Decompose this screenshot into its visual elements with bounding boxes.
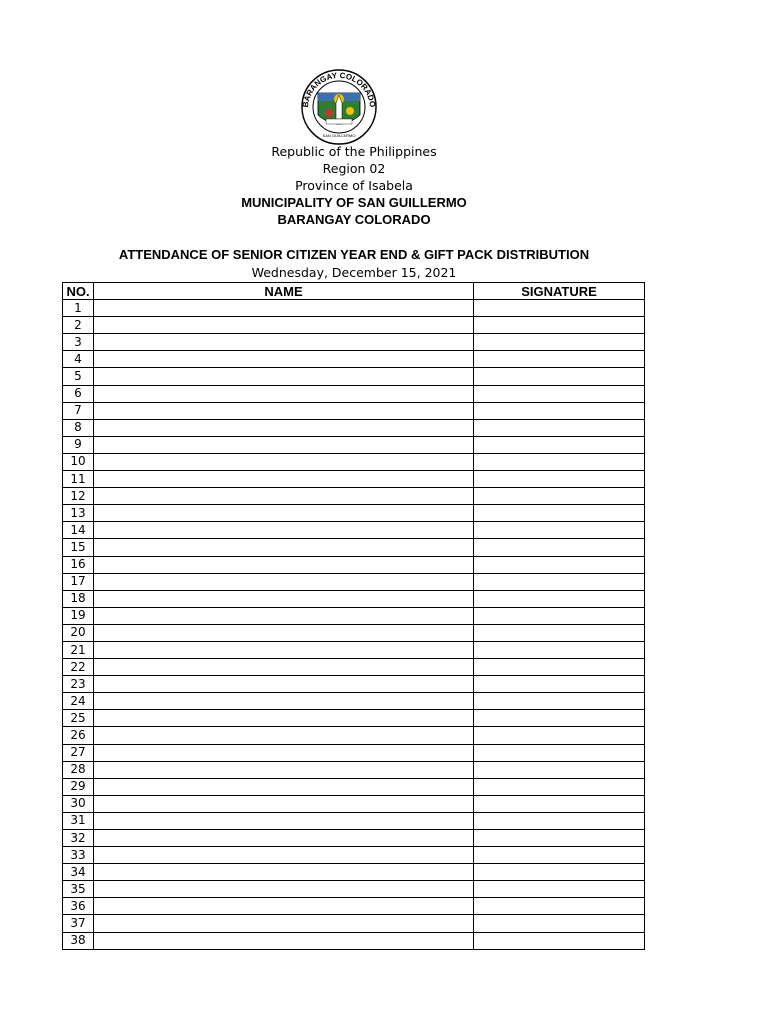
name-cell[interactable] — [94, 556, 474, 573]
name-cell[interactable] — [94, 898, 474, 915]
table-row — [63, 641, 645, 658]
row-number: 2 — [63, 317, 94, 334]
table-row — [63, 539, 645, 556]
row-number: 22 — [63, 659, 94, 676]
signature-cell[interactable] — [474, 710, 645, 727]
name-cell[interactable] — [94, 419, 474, 436]
table-row — [63, 607, 645, 624]
signature-cell[interactable] — [474, 505, 645, 522]
row-number: 24 — [63, 693, 94, 710]
table-row — [63, 505, 645, 522]
signature-cell[interactable] — [474, 727, 645, 744]
row-number: 32 — [63, 830, 94, 847]
table-row — [63, 898, 645, 915]
barangay-seal-logo — [296, 69, 382, 145]
name-cell[interactable] — [94, 847, 474, 864]
name-cell[interactable] — [94, 453, 474, 470]
table-row — [63, 727, 645, 744]
name-cell[interactable] — [94, 727, 474, 744]
signature-cell[interactable] — [474, 659, 645, 676]
row-number: 27 — [63, 744, 94, 761]
signature-cell[interactable] — [474, 368, 645, 385]
table-row — [63, 693, 645, 710]
row-number: 19 — [63, 607, 94, 624]
name-cell[interactable] — [94, 693, 474, 710]
name-cell[interactable] — [94, 915, 474, 932]
name-cell[interactable] — [94, 471, 474, 488]
row-number: 29 — [63, 778, 94, 795]
row-number: 7 — [63, 402, 94, 419]
row-number: 37 — [63, 915, 94, 932]
table-row — [63, 573, 645, 590]
table-row — [63, 710, 645, 727]
name-cell[interactable] — [94, 590, 474, 607]
row-number: 20 — [63, 624, 94, 641]
table-row — [63, 436, 645, 453]
name-cell[interactable] — [94, 334, 474, 351]
signature-cell[interactable] — [474, 761, 645, 778]
signature-cell[interactable] — [474, 453, 645, 470]
signature-cell[interactable] — [474, 317, 645, 334]
signature-cell[interactable] — [474, 778, 645, 795]
row-number: 16 — [63, 556, 94, 573]
signature-cell[interactable] — [474, 334, 645, 351]
table-row — [63, 453, 645, 470]
name-cell[interactable] — [94, 881, 474, 898]
name-cell[interactable] — [94, 539, 474, 556]
table-row — [63, 812, 645, 829]
attendance-table — [62, 282, 645, 950]
row-number: 1 — [63, 300, 94, 317]
seal-bottom-text: SAN GUILLERMO — [322, 133, 356, 138]
row-number: 3 — [63, 334, 94, 351]
name-cell[interactable] — [94, 522, 474, 539]
signature-cell[interactable] — [474, 522, 645, 539]
signature-cell[interactable] — [474, 812, 645, 829]
row-number: 30 — [63, 795, 94, 812]
signature-cell[interactable] — [474, 881, 645, 898]
table-row — [63, 385, 645, 402]
signature-cell[interactable] — [474, 590, 645, 607]
name-cell[interactable] — [94, 488, 474, 505]
table-row — [63, 881, 645, 898]
name-cell[interactable] — [94, 676, 474, 693]
name-cell[interactable] — [94, 607, 474, 624]
name-cell[interactable] — [94, 778, 474, 795]
signature-cell[interactable] — [474, 402, 645, 419]
table-header-row — [63, 283, 645, 300]
table-row — [63, 317, 645, 334]
name-cell[interactable] — [94, 624, 474, 641]
row-number: 31 — [63, 812, 94, 829]
signature-cell[interactable] — [474, 864, 645, 881]
name-cell[interactable] — [94, 830, 474, 847]
row-number: 11 — [63, 471, 94, 488]
row-number: 38 — [63, 932, 94, 949]
name-cell[interactable] — [94, 317, 474, 334]
table-row — [63, 334, 645, 351]
row-number: 15 — [63, 539, 94, 556]
table-row — [63, 659, 645, 676]
signature-cell[interactable] — [474, 641, 645, 658]
row-number: 23 — [63, 676, 94, 693]
signature-cell[interactable] — [474, 436, 645, 453]
name-cell[interactable] — [94, 402, 474, 419]
name-cell[interactable] — [94, 573, 474, 590]
column-header-no: NO. — [63, 283, 94, 300]
row-number: 28 — [63, 761, 94, 778]
municipality-heading: MUNICIPALITY OF SAN GUILLERMO — [241, 195, 467, 210]
signature-cell[interactable] — [474, 488, 645, 505]
table-row — [63, 915, 645, 932]
seal-top-text: BARANGAY COLORADO — [300, 70, 378, 108]
table-row — [63, 847, 645, 864]
column-header-signature: SIGNATURE — [474, 283, 645, 300]
row-number: 9 — [63, 436, 94, 453]
region-line: Region 02 — [322, 161, 386, 176]
row-number: 25 — [63, 710, 94, 727]
table-row — [63, 488, 645, 505]
row-number: 6 — [63, 385, 94, 402]
signature-cell[interactable] — [474, 847, 645, 864]
signature-cell[interactable] — [474, 556, 645, 573]
signature-cell[interactable] — [474, 385, 645, 402]
row-number: 8 — [63, 419, 94, 436]
table-row — [63, 624, 645, 641]
signature-cell[interactable] — [474, 795, 645, 812]
name-cell[interactable] — [94, 710, 474, 727]
row-number: 21 — [63, 641, 94, 658]
table-row — [63, 676, 645, 693]
row-number: 10 — [63, 453, 94, 470]
table-row — [63, 402, 645, 419]
barangay-heading: BARANGAY COLORADO — [277, 212, 431, 227]
row-number: 17 — [63, 573, 94, 590]
row-number: 4 — [63, 351, 94, 368]
table-row — [63, 368, 645, 385]
name-cell[interactable] — [94, 300, 474, 317]
table-row — [63, 864, 645, 881]
signature-cell[interactable] — [474, 915, 645, 932]
signature-cell[interactable] — [474, 607, 645, 624]
table-row — [63, 830, 645, 847]
signature-cell[interactable] — [474, 300, 645, 317]
signature-cell[interactable] — [474, 830, 645, 847]
province-line: Province of Isabela — [295, 178, 413, 193]
signature-cell[interactable] — [474, 744, 645, 761]
table-row — [63, 795, 645, 812]
row-number: 34 — [63, 864, 94, 881]
signature-cell[interactable] — [474, 624, 645, 641]
table-row — [63, 300, 645, 317]
column-header-name: NAME — [94, 283, 474, 300]
row-number: 35 — [63, 881, 94, 898]
table-row — [63, 419, 645, 436]
form-title: ATTENDANCE OF SENIOR CITIZEN YEAR END & GIFT PACK DISTRIBUTION — [118, 247, 590, 262]
signature-cell[interactable] — [474, 693, 645, 710]
name-cell[interactable] — [94, 436, 474, 453]
table-row — [63, 590, 645, 607]
name-cell[interactable] — [94, 385, 474, 402]
row-number: 33 — [63, 847, 94, 864]
row-number: 36 — [63, 898, 94, 915]
name-cell[interactable] — [94, 351, 474, 368]
signature-cell[interactable] — [474, 539, 645, 556]
table-row — [63, 351, 645, 368]
name-cell[interactable] — [94, 812, 474, 829]
signature-cell[interactable] — [474, 471, 645, 488]
name-cell[interactable] — [94, 641, 474, 658]
republic-line: Republic of the Philippines — [271, 144, 437, 159]
name-cell[interactable] — [94, 761, 474, 778]
table-row — [63, 744, 645, 761]
name-cell[interactable] — [94, 505, 474, 522]
name-cell[interactable] — [94, 864, 474, 881]
table-row — [63, 761, 645, 778]
table-row — [63, 471, 645, 488]
signature-cell[interactable] — [474, 351, 645, 368]
signature-cell[interactable] — [474, 932, 645, 949]
form-date: Wednesday, December 15, 2021 — [251, 265, 457, 280]
name-cell[interactable] — [94, 932, 474, 949]
name-cell[interactable] — [94, 795, 474, 812]
name-cell[interactable] — [94, 744, 474, 761]
signature-cell[interactable] — [474, 676, 645, 693]
row-number: 18 — [63, 590, 94, 607]
signature-cell[interactable] — [474, 573, 645, 590]
name-cell[interactable] — [94, 368, 474, 385]
signature-cell[interactable] — [474, 898, 645, 915]
signature-cell[interactable] — [474, 419, 645, 436]
table-row — [63, 522, 645, 539]
row-number: 26 — [63, 727, 94, 744]
table-row — [63, 932, 645, 949]
table-row — [63, 556, 645, 573]
row-number: 14 — [63, 522, 94, 539]
row-number: 12 — [63, 488, 94, 505]
table-row — [63, 778, 645, 795]
row-number: 13 — [63, 505, 94, 522]
row-number: 5 — [63, 368, 94, 385]
name-cell[interactable] — [94, 659, 474, 676]
